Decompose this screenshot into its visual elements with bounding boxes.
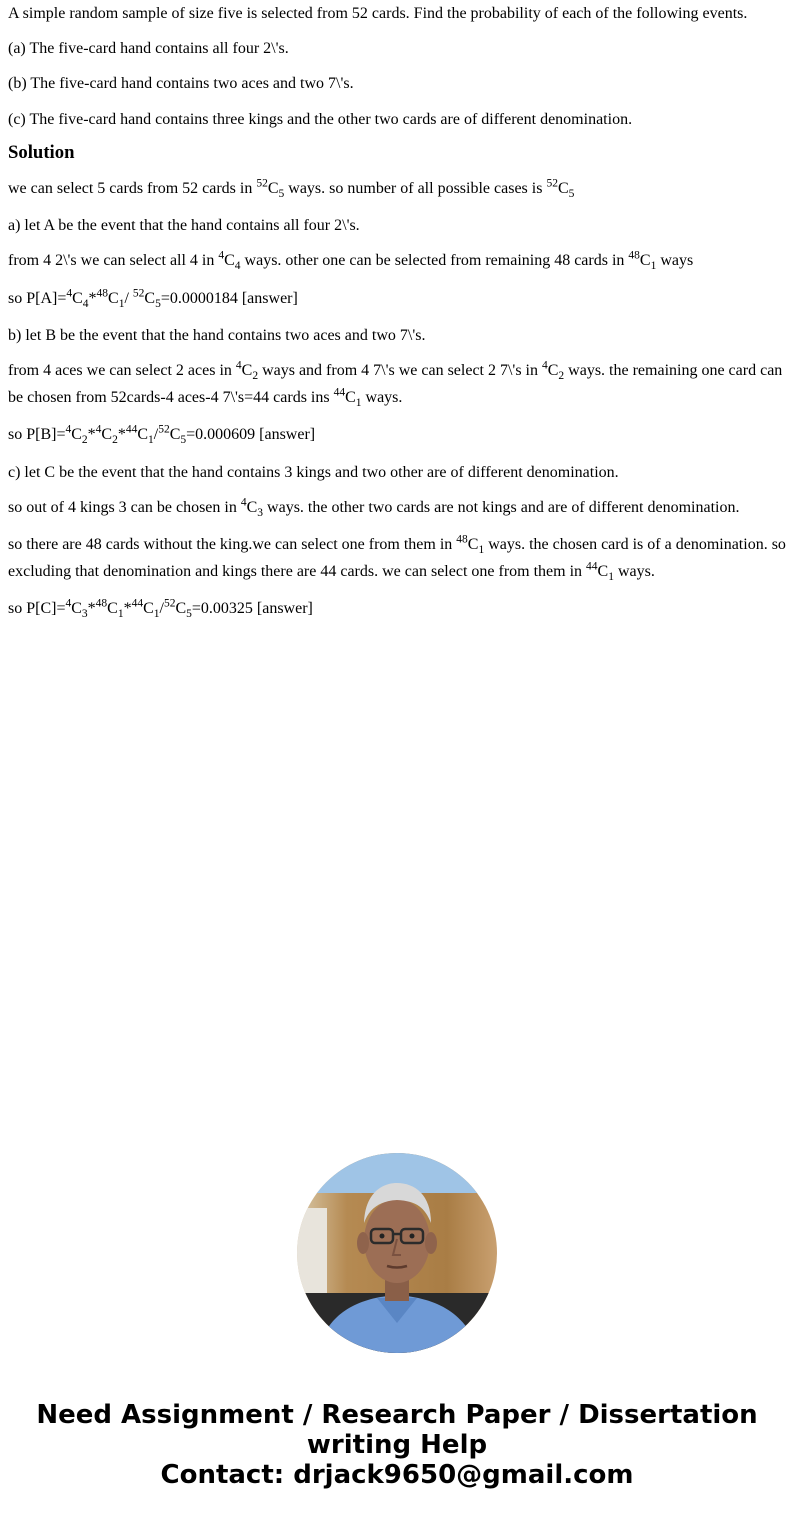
right-ear bbox=[425, 1232, 437, 1254]
question-intro: A simple random sample of size five is selected from 52 cards. Find the probability of each of the following events. bbox=[8, 5, 748, 22]
question-part-b: (b) The five-card hand contains two aces and two 7\'s. bbox=[8, 75, 354, 93]
footer-promo bbox=[0, 1400, 794, 1490]
part-a-ways: from 4 2\'s we can select all 4 in $^4C_4$ ways. other one can be selected from remaining 48 cards in $^{48}C_1$ ways bbox=[8, 250, 694, 273]
solution-intro: we can select 5 cards from 52 cards in $^{52}C_5$ ways. so number of all possible cases is $^{52}C_5$ bbox=[8, 177, 575, 201]
footer-line-1: Need Assignment / Research Paper / Dissertation bbox=[36, 1400, 758, 1430]
part-b-ways: from 4 aces we can select 2 aces in $^4C_2$ ways and from 4 7\'s we can select 2 7\'s in $^4C_2$ ways. the remaining one card can be chosen from 52cards-4 aces-4 7\'s=44 cards ins $^{44}C_1$ ways. bbox=[8, 359, 783, 410]
wall-panel bbox=[297, 1208, 327, 1298]
left-eye bbox=[380, 1234, 385, 1239]
part-c-answer: so $P[C]=^4C_3*^{48}C_1*^{44}C_1/^{52}C_5=0.00325$ [answer] bbox=[8, 597, 313, 621]
part-b-definition: b) let B be the event that the hand contains two aces and two 7\'s. bbox=[8, 326, 426, 344]
left-ear bbox=[357, 1232, 369, 1254]
footer-line-2: writing Help bbox=[306, 1430, 488, 1460]
footer-contact: Contact: drjack9650@gmail.com bbox=[160, 1460, 634, 1490]
solution-heading: Solution bbox=[8, 141, 75, 163]
person-portrait-icon bbox=[297, 1153, 497, 1353]
tutor-avatar bbox=[297, 1153, 497, 1353]
right-eye bbox=[410, 1234, 415, 1239]
question-part-c: (c) The five-card hand contains three kings and the other two cards are of different denomination. bbox=[8, 110, 633, 128]
document-body bbox=[8, 0, 788, 631]
part-c-ways: so out of 4 kings 3 can be chosen in $^4C_3$ ways. the other two cards are not kings and are of different denomination. bbox=[8, 496, 740, 519]
part-c-details: so there are 48 cards without the king.we can select one from them in $^{48}C_1$ ways. the chosen card is of a denomination. so excluding that denomination and kings there are 44 cards. we can select one from them in $^{44}C_1$ ways. bbox=[8, 533, 786, 584]
part-a-answer: so $P[A]=^4C_4*^{48}C_1/$ $^{52}C_5=0.0000184$ [answer] bbox=[8, 287, 298, 310]
part-a-definition: a) let A be the event that the hand contains all four 2\'s. bbox=[8, 217, 360, 235]
question-part-a: (a) The five-card hand contains all four 2\'s. bbox=[8, 40, 289, 58]
part-b-answer: so $P[B]=^4C_2*^4C_2*^{44}C_1/^{52}C_5=0.000609$ [answer] bbox=[8, 424, 316, 447]
part-c-definition: c) let C be the event that the hand contains 3 kings and two other are of different denomination. bbox=[8, 463, 619, 481]
